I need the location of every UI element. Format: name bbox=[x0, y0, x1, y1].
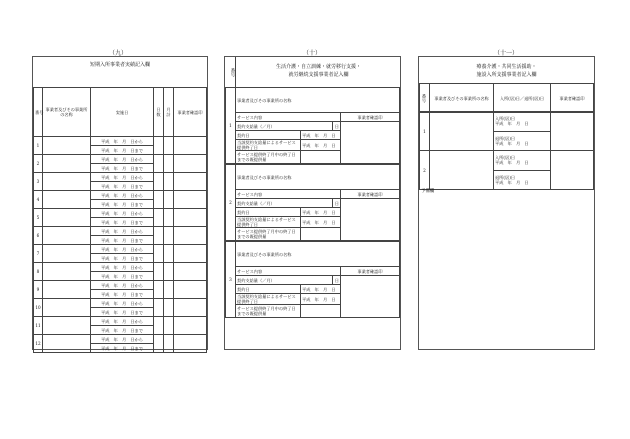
start-date[interactable]: 平成 年 月 日から bbox=[91, 281, 154, 290]
confirm-header: 事業者確認印 bbox=[551, 84, 594, 113]
daytime-service-panel bbox=[224, 56, 401, 350]
provider-cell[interactable] bbox=[43, 137, 91, 155]
used-amount-value[interactable] bbox=[301, 305, 341, 318]
provider-label: 事業者及びその事業所の名称 bbox=[236, 165, 400, 190]
monthly-total-cell[interactable] bbox=[164, 209, 174, 227]
start-date[interactable]: 平成 年 月 日から bbox=[91, 335, 154, 344]
contract-date-label: 契約日 bbox=[236, 208, 301, 217]
row-number: 10 bbox=[34, 299, 43, 317]
days-cell[interactable] bbox=[154, 317, 164, 335]
contract-date[interactable]: 平成 年 月 日 bbox=[301, 208, 341, 217]
used-amount-value[interactable] bbox=[301, 228, 341, 241]
end-date-label: 当該契約支給量によるサービス提供終了日 bbox=[236, 140, 301, 151]
amount-unit: 日 bbox=[333, 122, 341, 131]
row-number: 4 bbox=[34, 191, 43, 209]
days-header: 日数 bbox=[154, 88, 164, 137]
row-number: 1 bbox=[420, 112, 430, 151]
monthly-total-cell[interactable] bbox=[164, 245, 174, 263]
admit-label: 入所(居)日 bbox=[495, 116, 516, 122]
provider-cell[interactable] bbox=[43, 155, 91, 173]
end-date-label: 当該契約支給量によるサービス提供終了日 bbox=[236, 294, 301, 305]
days-cell[interactable] bbox=[154, 155, 164, 173]
monthly-total-header: 月計 bbox=[164, 88, 174, 137]
discharge-value: 平成 年 月 日 bbox=[495, 179, 529, 185]
panel10-no-header: 番号 bbox=[225, 57, 236, 88]
monthly-total-cell[interactable] bbox=[164, 191, 174, 209]
monthly-total-cell[interactable] bbox=[164, 299, 174, 317]
service-label: サービス内容 bbox=[236, 190, 341, 199]
service-label: サービス内容 bbox=[236, 267, 341, 276]
table-row bbox=[34, 137, 207, 146]
provider-cell[interactable] bbox=[43, 317, 91, 335]
end-date[interactable]: 平成 年 月 日まで bbox=[91, 290, 154, 299]
confirm-stamp-cell[interactable] bbox=[174, 155, 207, 173]
confirm-stamp-cell[interactable] bbox=[341, 122, 400, 164]
panel11-number: （十一） bbox=[493, 50, 518, 57]
days-cell[interactable] bbox=[154, 299, 164, 317]
used-amount-value[interactable] bbox=[301, 151, 341, 164]
end-date-label: 当該契約支給量によるサービス提供終了日 bbox=[236, 217, 301, 228]
row-number: 9 bbox=[34, 281, 43, 299]
confirm-stamp-cell[interactable] bbox=[174, 227, 207, 245]
contract-date[interactable]: 平成 年 月 日 bbox=[301, 131, 341, 140]
provider-cell[interactable] bbox=[43, 173, 91, 191]
table-row bbox=[34, 263, 207, 272]
panel10-number: （十） bbox=[302, 50, 321, 57]
monthly-total-cell[interactable] bbox=[164, 227, 174, 245]
row-number: 12 bbox=[34, 335, 43, 353]
days-cell[interactable] bbox=[154, 191, 164, 209]
table-row bbox=[34, 209, 207, 218]
provider-cell[interactable] bbox=[43, 245, 91, 263]
panel10-title-1: 生活介護・自立訓練・就労移行支援・ bbox=[275, 64, 361, 70]
end-date[interactable]: 平成 年 月 日まで bbox=[91, 344, 154, 353]
confirm-stamp-cell[interactable] bbox=[341, 276, 400, 318]
panel9-title: 短期入所事業者実績記入欄 bbox=[89, 62, 150, 68]
discharge-value: 平成 年 月 日 bbox=[495, 140, 529, 146]
provider-cell[interactable] bbox=[43, 191, 91, 209]
confirm-stamp-cell[interactable] bbox=[174, 263, 207, 281]
discharge-label: 退所(居)日 bbox=[495, 174, 516, 180]
admit-value: 平成 年 月 日 bbox=[495, 121, 529, 127]
confirm-stamp-cell[interactable] bbox=[174, 335, 207, 353]
days-cell[interactable] bbox=[154, 245, 164, 263]
panel11-title-2: 施設入所支援事業者記入欄 bbox=[476, 72, 537, 78]
row-number: 3 bbox=[34, 173, 43, 191]
row-number: 8 bbox=[34, 263, 43, 281]
confirm-stamp-cell[interactable] bbox=[174, 317, 207, 335]
confirm-stamp-cell[interactable] bbox=[174, 137, 207, 155]
short-stay-panel bbox=[32, 56, 208, 350]
admit-label: 入所(居)日 bbox=[495, 155, 516, 161]
row-number: 7 bbox=[34, 245, 43, 263]
days-cell[interactable] bbox=[154, 137, 164, 155]
admit-value: 平成 年 月 日 bbox=[495, 160, 529, 166]
monthly-total-cell[interactable] bbox=[164, 317, 174, 335]
block-number: 3 bbox=[226, 242, 236, 318]
start-date[interactable]: 平成 年 月 日から bbox=[91, 263, 154, 272]
no-header: 番号 bbox=[34, 88, 43, 137]
table-row bbox=[34, 245, 207, 254]
amount-label: 契約支給量（／月） bbox=[236, 199, 333, 208]
confirm-stamp-cell[interactable] bbox=[174, 245, 207, 263]
panel11-title-1: 療養介護・共同生活援助・ bbox=[476, 64, 537, 70]
table-row bbox=[34, 191, 207, 200]
end-date[interactable]: 平成 年 月 日まで bbox=[91, 182, 154, 191]
discharge-label: 退所(居)日 bbox=[495, 135, 516, 141]
table-row bbox=[34, 173, 207, 182]
end-date[interactable]: 平成 年 月 日まで bbox=[91, 326, 154, 335]
days-cell[interactable] bbox=[154, 281, 164, 299]
used-amount-label: サービス提供終了月中の終了日までの既提供量 bbox=[236, 305, 301, 318]
start-date[interactable]: 平成 年 月 日から bbox=[91, 137, 154, 146]
provider-cell[interactable] bbox=[43, 209, 91, 227]
contract-date-label: 契約日 bbox=[236, 131, 301, 140]
daytime-service-blocks bbox=[225, 87, 400, 318]
residential-header bbox=[419, 83, 594, 113]
monthly-total-cell[interactable] bbox=[164, 155, 174, 173]
confirm-stamp-cell[interactable] bbox=[174, 173, 207, 191]
used-amount-label: サービス提供終了月中の終了日までの既提供量 bbox=[236, 228, 301, 241]
amount-label: 契約支給量（／月） bbox=[236, 276, 333, 285]
table-row bbox=[34, 227, 207, 236]
row-number: 2 bbox=[420, 151, 430, 190]
discharge-date[interactable] bbox=[494, 131, 551, 151]
contract-date[interactable]: 平成 年 月 日 bbox=[301, 285, 341, 294]
end-date[interactable]: 平成 年 月 日まで bbox=[91, 272, 154, 281]
confirm-stamp-cell[interactable] bbox=[551, 112, 594, 151]
residential-panel bbox=[418, 56, 595, 350]
end-date[interactable]: 平成 年 月 日まで bbox=[91, 218, 154, 227]
days-cell[interactable] bbox=[154, 263, 164, 281]
start-date[interactable]: 平成 年 月 日から bbox=[91, 317, 154, 326]
confirm-stamp-cell[interactable] bbox=[341, 199, 400, 241]
panel9-number: （九） bbox=[108, 50, 127, 57]
start-date[interactable]: 平成 年 月 日から bbox=[91, 245, 154, 254]
end-date[interactable]: 平成 年 月 日まで bbox=[91, 200, 154, 209]
monthly-total-cell[interactable] bbox=[164, 335, 174, 353]
remarks-label: 予備欄 bbox=[421, 189, 435, 194]
admit-date[interactable] bbox=[494, 112, 551, 132]
row-number: 5 bbox=[34, 209, 43, 227]
row-number: 2 bbox=[34, 155, 43, 173]
confirm-stamp-cell[interactable] bbox=[174, 209, 207, 227]
confirm-stamp-cell[interactable] bbox=[174, 299, 207, 317]
end-date[interactable]: 平成 年 月 日 bbox=[301, 140, 341, 151]
table-row bbox=[34, 335, 207, 344]
days-cell[interactable] bbox=[154, 209, 164, 227]
monthly-total-cell[interactable] bbox=[164, 173, 174, 191]
start-date[interactable]: 平成 年 月 日から bbox=[91, 227, 154, 236]
provider-cell[interactable] bbox=[43, 299, 91, 317]
end-date[interactable]: 平成 年 月 日まで bbox=[91, 146, 154, 155]
row-number: 1 bbox=[34, 137, 43, 155]
table-row bbox=[34, 281, 207, 290]
days-cell[interactable] bbox=[154, 227, 164, 245]
service-block bbox=[225, 87, 400, 164]
confirm-label: 事業者確認印 bbox=[341, 113, 400, 122]
provider-cell[interactable] bbox=[43, 227, 91, 245]
amount-unit: 日 bbox=[333, 199, 341, 208]
end-date[interactable]: 平成 年 月 日まで bbox=[91, 236, 154, 245]
service-block bbox=[225, 241, 400, 318]
block-number: 1 bbox=[226, 88, 236, 164]
amount-unit: 日 bbox=[333, 276, 341, 285]
panel10-title-2: 就労継続支援事業者記入欄 bbox=[288, 72, 349, 78]
short-stay-rows bbox=[33, 136, 207, 353]
residential-rows bbox=[419, 111, 594, 190]
service-block bbox=[225, 164, 400, 241]
provider-cell[interactable] bbox=[43, 263, 91, 281]
dates-header: 実施日 bbox=[91, 88, 154, 137]
provider-cell[interactable] bbox=[430, 112, 494, 151]
amount-label: 契約支給量（／月） bbox=[236, 122, 333, 131]
service-label: サービス内容 bbox=[236, 113, 341, 122]
provider-cell[interactable] bbox=[43, 281, 91, 299]
provider-label: 事業者及びその事業所の名称 bbox=[236, 242, 400, 267]
end-date[interactable]: 平成 年 月 日まで bbox=[91, 308, 154, 317]
days-cell[interactable] bbox=[154, 335, 164, 353]
short-stay-table bbox=[33, 87, 207, 137]
start-date[interactable]: 平成 年 月 日から bbox=[91, 191, 154, 200]
monthly-total-cell[interactable] bbox=[164, 281, 174, 299]
block-number: 2 bbox=[226, 165, 236, 241]
provider-label: 事業者及びその事業所の名称 bbox=[236, 88, 400, 113]
admit-date[interactable] bbox=[494, 151, 551, 171]
confirm-stamp-cell[interactable] bbox=[551, 151, 594, 190]
provider-cell[interactable] bbox=[43, 335, 91, 353]
used-amount-label: サービス提供終了月中の終了日までの既提供量 bbox=[236, 151, 301, 164]
discharge-date[interactable] bbox=[494, 170, 551, 190]
confirm-stamp-cell[interactable] bbox=[174, 281, 207, 299]
table-row bbox=[34, 299, 207, 308]
start-date[interactable]: 平成 年 月 日から bbox=[91, 155, 154, 164]
days-cell[interactable] bbox=[154, 173, 164, 191]
end-date[interactable]: 平成 年 月 日 bbox=[301, 217, 341, 228]
row-number: 6 bbox=[34, 227, 43, 245]
provider-header: 事業者及びその事業所の名称 bbox=[43, 88, 91, 137]
start-date[interactable]: 平成 年 月 日から bbox=[91, 173, 154, 182]
dates-header: 入所(居)日／退所(居)日 bbox=[494, 84, 551, 113]
confirm-stamp-cell[interactable] bbox=[174, 191, 207, 209]
row-number: 11 bbox=[34, 317, 43, 335]
table-row bbox=[420, 112, 594, 132]
table-row bbox=[34, 155, 207, 164]
end-date[interactable]: 平成 年 月 日まで bbox=[91, 254, 154, 263]
no-header: 番号 bbox=[420, 84, 430, 113]
table-row bbox=[420, 151, 594, 171]
end-date[interactable]: 平成 年 月 日まで bbox=[91, 164, 154, 173]
provider-header: 事業者及びその事業所の名称 bbox=[430, 84, 494, 113]
monthly-total-cell[interactable] bbox=[164, 263, 174, 281]
end-date[interactable]: 平成 年 月 日 bbox=[301, 294, 341, 305]
start-date[interactable]: 平成 年 月 日から bbox=[91, 209, 154, 218]
confirm-label: 事業者確認印 bbox=[341, 267, 400, 276]
table-row bbox=[34, 317, 207, 326]
monthly-total-cell[interactable] bbox=[164, 137, 174, 155]
confirm-label: 事業者確認印 bbox=[341, 190, 400, 199]
contract-date-label: 契約日 bbox=[236, 285, 301, 294]
start-date[interactable]: 平成 年 月 日から bbox=[91, 299, 154, 308]
provider-cell[interactable] bbox=[430, 151, 494, 190]
confirm-header: 事業者確認印 bbox=[174, 88, 207, 137]
